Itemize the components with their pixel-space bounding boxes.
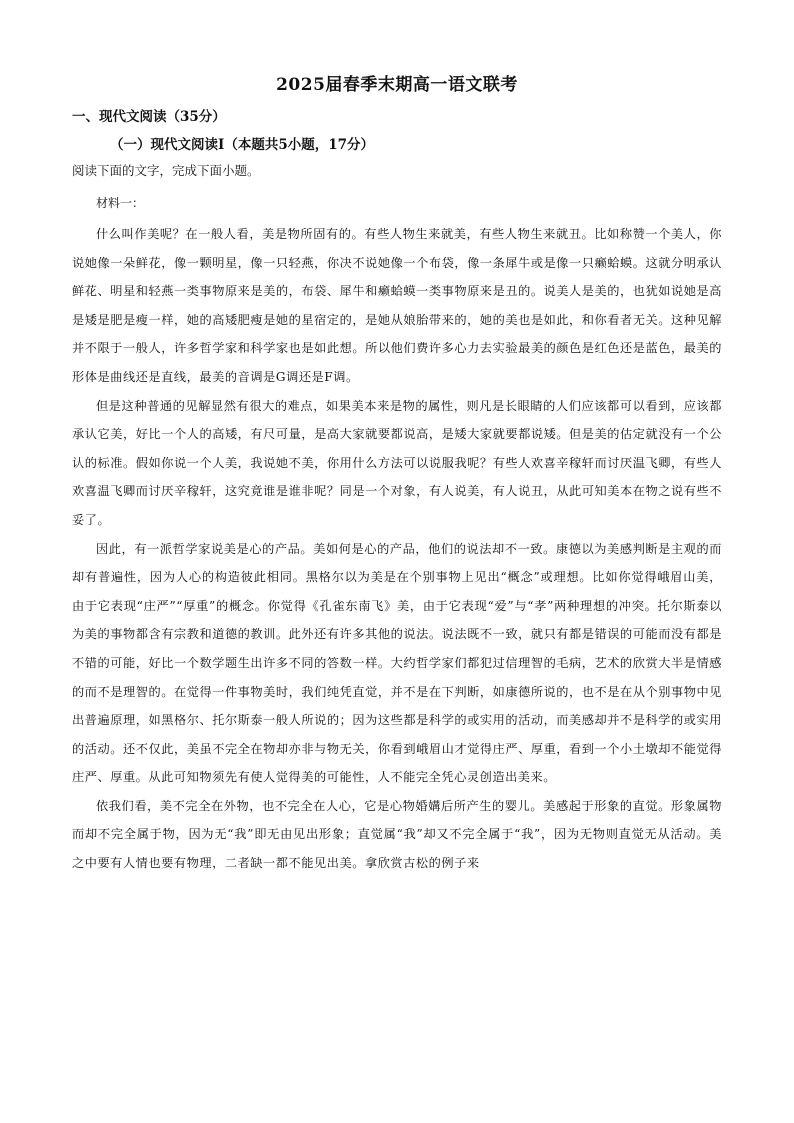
paragraph-1: 什么叫作美呢？在一般人看，美是物所固有的。有些人物生来就美，有些人物生来就丑。比如称赞一个美人，你说她像一朵鲜花，像一颗明星，像一只轻燕，你决不说她像一个布袋，像一条犀牛或是像一只癞蛤蟆。这就分明承认鲜花、明星和轻燕一类事物原来是美的，布袋、犀牛和癞蛤蟆一类事物原来是丑的。说美人是美的，也犹如说她是高是矮是肥是瘦一样，她的高矮肥瘦是她的星宿定的，是她从娘胎带来的，她的美也是如此，和你看者无关。这种见解并不限于一般人，许多哲学家和科学家也是如此想。所以他们费许多心力去实验最美的颜色是红色还是蓝色，最美的形体是曲线还是直线，最美的音调是G调还是F调。: [72, 227, 722, 384]
reading-instruction: 阅读下面的文字，完成下面小题。: [72, 163, 260, 178]
paragraph-2: 但是这种普通的见解显然有很大的难点，如果美本来是物的属性，则凡是长眼睛的人们应该都可以看到，应该都承认它美，好比一个人的高矮，有尺可量，是高大家就要都说高，是矮大家就要都说矮。但是美的估定就没有一个公认的标准。假如你说一个人美，我说她不美，你用什么方法可以说服我呢？有些人欢喜辛稼轩而讨厌温飞卿，有些人欢喜温飞卿而讨厌辛稼轩，这究竟谁是谁非呢？同是一个对象，有人说美，有人说丑，从此可知美本在物之说有些不妥了。: [72, 398, 722, 527]
section-heading: 一、现代文阅读（35分）: [72, 109, 226, 125]
material-label: 材料一：: [96, 196, 145, 210]
paragraph-3: 因此，有一派哲学家说美是心的产品。美如何是心的产品，他们的说法却不一致。康德以为美感判断是主观的而却有普遍性，因为人心的构造彼此相同。黑格尔以为美是在个别事物上见出“概念”或理想。比如你觉得峨眉山美，由于它表现“庄严”“厚重”的概念。你觉得《孔雀东南飞》美，由于它表现“爱”与“孝”两种理想的冲突。托尔斯泰以为美的事物都含有宗教和道德的教训。此外还有许多其他的说法。说法既不一致，就只有都是错误的可能而没有都是不错的可能，好比一个数学题生出许多不同的答数一样。大约哲学家们都犯过信理智的毛病，艺术的欣赏大半是情感的而不是理智的。在觉得一件事物美时，我们纯凭直觉，并不是在下判断，如康德所说的，也不是在从个别事物中见出普遍原理，如黑格尔、托尔斯泰一般人所说的；因为这些都是科学的或实用的活动，而美感却并不是科学的或实用的活动。还不仅此，美虽不完全在物却亦非与物无关，你看到峨眉山才觉得庄严、厚重，看到一个小土墩却不能觉得庄严、厚重。从此可知物须先有使人觉得美的可能性，人不能完全凭心灵创造出美来。: [72, 541, 722, 785]
document-title: 2025届春季末期高一语文联考: [276, 75, 518, 95]
document-page: [72, 70, 722, 878]
subsection-heading: （一）现代文阅读Ⅰ（本题共5小题，17分）: [110, 137, 374, 153]
paragraph-4: 依我们看，美不完全在外物，也不完全在人心，它是心物婚媾后所产生的婴儿。美感起于形象的直觉。形象属物而却不完全属于物，因为无“我”即无由见出形象；直觉属“我”却又不完全属于“我”，因为无物则直觉无从活动。美之中要有人情也要有物理，二者缺一都不能见出美。拿欣赏古松的例子来: [72, 798, 722, 871]
